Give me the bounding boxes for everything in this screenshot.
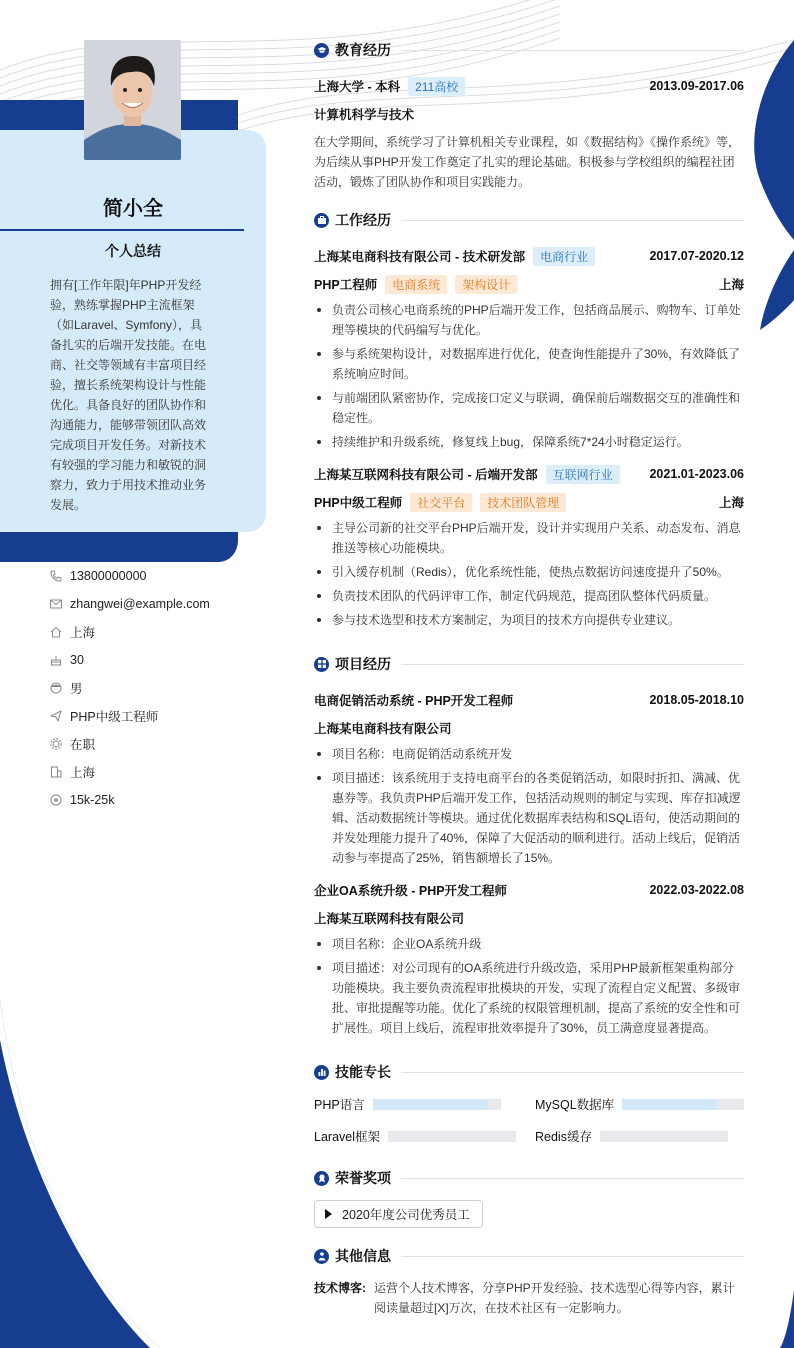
projects-heading: 项目经历 <box>314 652 744 676</box>
grid-icon <box>314 657 329 672</box>
play-triangle-icon <box>325 1209 332 1219</box>
project-company: 上海某互联网科技有限公司 <box>314 912 465 926</box>
skill-bar <box>373 1099 501 1110</box>
other-label: 技术博客: <box>314 1281 366 1295</box>
contact-city: 上海 <box>50 758 210 786</box>
project-details <box>314 934 744 1038</box>
work-heading: 工作经历 <box>314 208 744 232</box>
awards-heading: 荣誉奖项 <box>314 1166 744 1190</box>
project-name: 企业OA系统升级 - PHP开发工程师 <box>314 884 508 898</box>
award-item <box>314 1200 483 1228</box>
list-item: 引入缓存机制（Redis），优化系统性能，使热点数据访问速度提升了50%。 <box>314 562 744 582</box>
skill-bar <box>600 1131 728 1142</box>
skill-item <box>314 1094 535 1114</box>
skill-tag: 架构设计 <box>455 275 517 294</box>
other-text: 运营个人技术博客，分享PHP开发经验、技术选型心得等内容，累计阅读量超过[X]万次，在技术社区有一定影响力。 <box>374 1281 735 1315</box>
summary-text: 拥有[工作年限]年PHP开发经验，熟练掌握PHP主流框架（如Laravel、Symfony），具备扎实的后端开发技能。在电商、社交等领域有丰富项目经验，擅长系统架构设计与性能优化。具备良好的团队协作和沟通能力，能够带领团队高效完成项目开发任务。对新技术有较强的学习能力和敏锐的洞察力，致力于用技术推动业务发展。 <box>50 278 207 512</box>
industry-tag: 电商行业 <box>533 247 595 266</box>
gender-icon <box>50 681 70 695</box>
list-item: 项目名称：电商促销活动系统开发 <box>314 744 744 764</box>
skill-name: MySQL数据库 <box>535 1098 615 1112</box>
project-date: 2022.03-2022.08 <box>649 883 744 897</box>
skill-tag: 社交平台 <box>410 493 472 512</box>
skill-bar-fill <box>373 1099 488 1110</box>
skill-bar-fill <box>622 1099 717 1110</box>
send-icon <box>50 709 70 723</box>
skill-item <box>535 1126 744 1146</box>
home-icon <box>50 625 70 639</box>
project-entry <box>314 686 744 868</box>
project-entry <box>314 876 744 1038</box>
job-city: 上海 <box>718 496 744 510</box>
list-item: 参与技术选型和技术方案制定，为项目的技术方向提供专业建议。 <box>314 610 744 630</box>
list-item: 项目描述：该系统用于支持电商平台的各类促销活动，如限时折扣、满减、优惠券等。我负责PHP后端开发工作，包括活动规则的制定与实现、库存扣减逻辑、活动数据统计等模块。通过优化数据库表结构和SQL语句，使活动期间的并发处理能力提升了40%，保障了大促活动的顺利进行。活动上线后，促销活动参与率提高了25%，销售额增长了15%。 <box>314 768 744 868</box>
list-item: 负责公司核心电商系统的PHP后端开发工作，包括商品展示、购物车、订单处理等模块的代码编写与优化。 <box>314 300 744 340</box>
list-item: 负责技术团队的代码评审工作，制定代码规范，提高团队整体代码质量。 <box>314 586 744 606</box>
contact-age: 30 <box>50 646 210 674</box>
education-row <box>314 72 744 100</box>
list-item: 项目描述：对公司现有的OA系统进行升级改造，采用PHP最新框架重构部分功能模块。我主要负责流程审批模块的开发，实现了流程自定义配置、多级审批、审批提醒等功能。优化了系统的权限管理机制，提高了系统的安全性和可扩展性。项目上线后，流程审批效率提升了30%，员工满意度显著提高。 <box>314 958 744 1038</box>
skill-list <box>314 1094 744 1146</box>
phone-icon <box>50 569 70 583</box>
job-duties <box>314 300 744 452</box>
project-company: 上海某电商科技有限公司 <box>314 722 452 736</box>
contact-salary: 15k-25k <box>50 786 210 814</box>
job-entry <box>314 460 744 630</box>
briefcase-icon <box>314 213 329 228</box>
skill-tag: 电商系统 <box>385 275 447 294</box>
job-entry <box>314 242 744 452</box>
company-name: 上海某互联网科技有限公司 - 后端开发部 <box>314 468 538 482</box>
skill-bar <box>622 1099 744 1110</box>
skill-bar <box>388 1131 516 1142</box>
skill-name: PHP语言 <box>314 1098 365 1112</box>
job-duties <box>314 518 744 630</box>
building-icon <box>50 765 70 779</box>
project-name: 电商促销活动系统 - PHP开发工程师 <box>314 694 514 708</box>
contact-status: 在职 <box>50 730 210 758</box>
contact-phone: 13800000000 <box>50 562 210 590</box>
summary-heading: 个人总结 <box>105 243 161 259</box>
contact-location: 上海 <box>50 618 210 646</box>
job-city: 上海 <box>718 278 744 292</box>
project-date: 2018.05-2018.10 <box>649 693 744 707</box>
skill-name: Laravel框架 <box>314 1130 380 1144</box>
list-item: 与前端团队紧密协作，完成接口定义与联调，确保前后端数据交互的准确性和稳定性。 <box>314 388 744 428</box>
other-info <box>314 1278 744 1318</box>
mail-icon <box>50 597 70 611</box>
skill-tag: 技术团队管理 <box>480 493 566 512</box>
person-name: 简小全 <box>103 198 163 220</box>
list-item: 主导公司新的社交平台PHP后端开发，设计并实现用户关系、动态发布、消息推送等核心功能模块。 <box>314 518 744 558</box>
cake-icon <box>50 653 70 667</box>
education-heading: 教育经历 <box>314 38 744 62</box>
other-heading: 其他信息 <box>314 1244 744 1268</box>
job-role: PHP工程师 <box>314 278 378 292</box>
skills-heading: 技能专长 <box>314 1060 744 1084</box>
avatar <box>84 40 181 160</box>
job-date: 2021.01-2023.06 <box>649 467 744 481</box>
company-name: 上海某电商科技有限公司 - 技术研发部 <box>314 250 526 264</box>
gear-icon <box>50 737 70 751</box>
education-description: 在大学期间，系统学习了计算机相关专业课程，如《数据结构》《操作系统》等，为后续从事PHP开发工作奠定了扎实的理论基础。积极参与学校组织的编程社团活动，锻炼了团队协作和项目实践能力。 <box>314 135 741 189</box>
skill-name: Redis缓存 <box>535 1130 592 1144</box>
main-content <box>314 38 744 1318</box>
contact-list <box>50 562 210 814</box>
school-name: 上海大学 - 本科 <box>314 80 401 94</box>
contact-email: zhangwei@example.com <box>50 590 210 618</box>
list-item: 参与系统架构设计，对数据库进行优化，使查询性能提升了30%，有效降低了系统响应时间。 <box>314 344 744 384</box>
award-label: 2020年度公司优秀员工 <box>342 1208 470 1222</box>
skill-item <box>535 1094 744 1114</box>
education-date: 2013.09-2017.06 <box>649 79 744 93</box>
graduation-cap-icon <box>314 43 329 58</box>
contact-gender: 男 <box>50 674 210 702</box>
info-person-icon <box>314 1249 329 1264</box>
bar-chart-icon <box>314 1065 329 1080</box>
name-underline <box>0 229 244 231</box>
job-date: 2017.07-2020.12 <box>649 249 744 263</box>
school-tag: 211高校 <box>408 77 465 96</box>
coin-icon <box>50 793 70 807</box>
major: 计算机科学与技术 <box>314 108 415 122</box>
contact-position: PHP中级工程师 <box>50 702 210 730</box>
list-item: 持续维护和升级系统，修复线上bug，保障系统7*24小时稳定运行。 <box>314 432 744 452</box>
project-details <box>314 744 744 868</box>
job-role: PHP中级工程师 <box>314 496 403 510</box>
list-item: 项目名称：企业OA系统升级 <box>314 934 744 954</box>
medal-icon <box>314 1171 329 1186</box>
skill-item <box>314 1126 535 1146</box>
industry-tag: 互联网行业 <box>546 465 620 484</box>
